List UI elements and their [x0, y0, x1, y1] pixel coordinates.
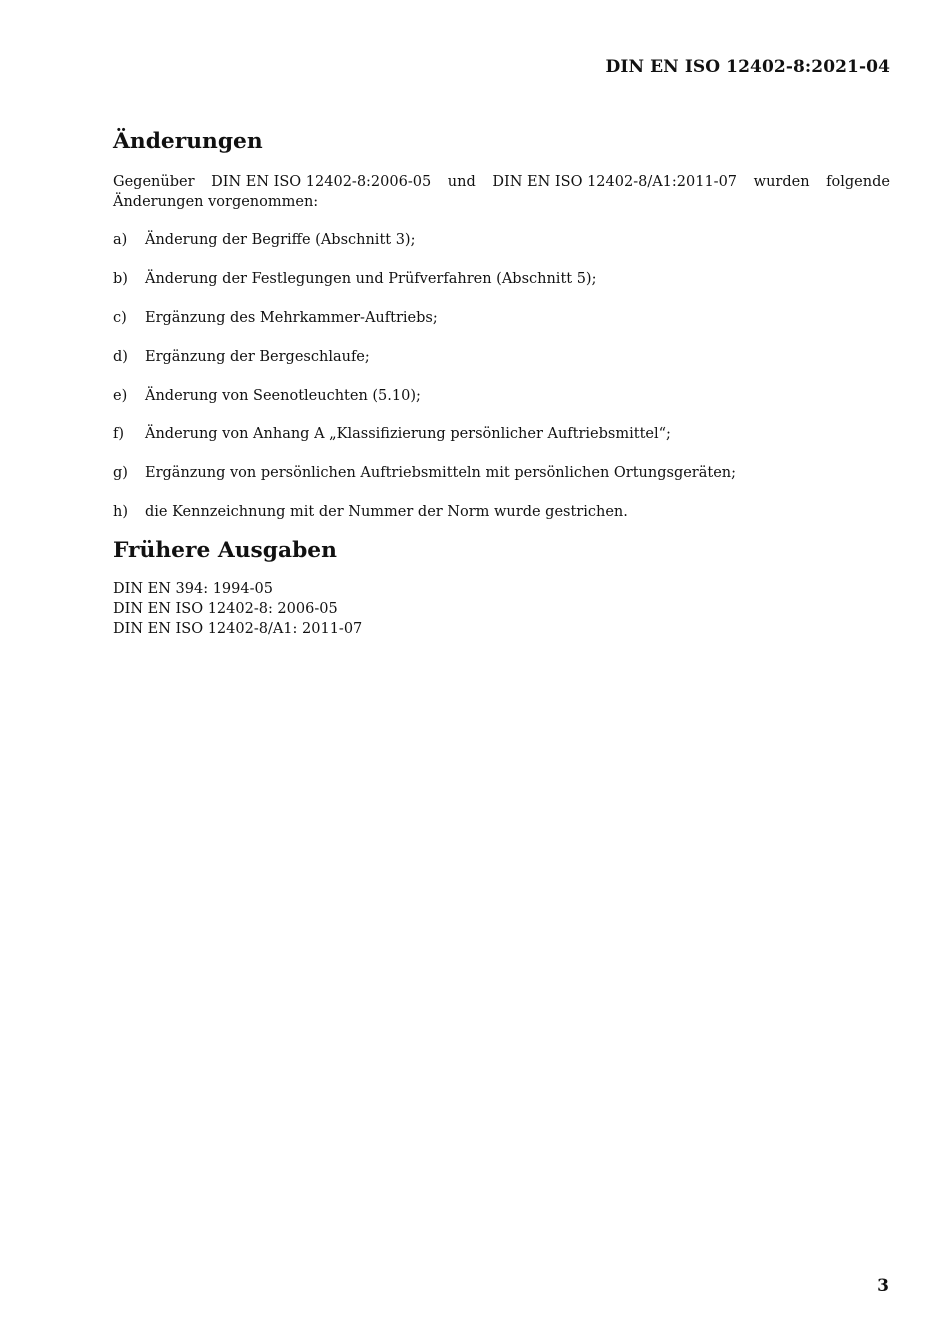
- list-item-text: Ergänzung von persönlichen Auftriebsmitteln mit persönlichen Ortungsgeräten;: [145, 465, 737, 482]
- list-marker: d): [113, 348, 128, 365]
- list-item-text: Ergänzung des Mehrkammer-Auftriebs;: [145, 309, 438, 326]
- intro-word: und: [447, 174, 476, 190]
- list-item: [113, 308, 890, 328]
- intro-line-2: Änderungen vorgenommen:: [113, 194, 319, 210]
- list-item-text: Änderung von Seenotleuchten (5.10);: [145, 387, 421, 404]
- list-item: [113, 424, 890, 444]
- edition-entry: DIN EN 394: 1994-05: [113, 581, 273, 598]
- list-item-text: die Kennzeichnung mit der Nummer der Norm wurde gestrichen.: [145, 504, 628, 521]
- list-marker: a): [113, 232, 128, 248]
- list-marker: g): [113, 465, 128, 482]
- list-item: [113, 230, 890, 250]
- changes-list: [113, 230, 890, 522]
- list-marker: e): [113, 387, 128, 404]
- document-body: [113, 129, 890, 639]
- intro-line-1: [113, 172, 890, 192]
- intro-word: wurden: [753, 174, 810, 190]
- list-item-text: Änderung der Festlegungen und Prüfverfahren (Abschnitt 5);: [145, 270, 597, 287]
- list-item-text: Änderung von Anhang A „Klassifizierung persönlicher Auftriebsmittel“;: [145, 426, 671, 443]
- list-item-text: Ergänzung der Bergeschlaufe;: [145, 348, 370, 365]
- list-item-text: Änderung der Begriffe (Abschnitt 3);: [145, 232, 416, 248]
- list-item: [113, 269, 890, 289]
- list-marker: h): [113, 504, 128, 521]
- intro-word: folgende: [826, 174, 890, 190]
- edition-entry: DIN EN ISO 12402-8/A1: 2011-07: [113, 621, 363, 638]
- changes-heading: Änderungen: [113, 129, 263, 154]
- list-marker: c): [113, 309, 127, 326]
- document-id-header: DIN EN ISO 12402-8:2021-04: [605, 57, 890, 77]
- list-item: [113, 502, 890, 522]
- intro-word: DIN EN ISO 12402-8:2006-05: [211, 174, 432, 190]
- list-marker: b): [113, 270, 128, 287]
- edition-entry: DIN EN ISO 12402-8: 2006-05: [113, 601, 338, 618]
- previous-editions-heading: Frühere Ausgaben: [113, 538, 337, 564]
- list-marker: f): [113, 426, 125, 443]
- list-item: [113, 463, 890, 483]
- previous-editions-list: [113, 579, 890, 639]
- changes-intro: [113, 172, 890, 212]
- intro-word: Gegenüber: [113, 174, 195, 190]
- list-item: [113, 386, 890, 406]
- page-number: 3: [877, 1276, 889, 1296]
- list-item: [113, 347, 890, 367]
- intro-word: DIN EN ISO 12402-8/A1:2011-07: [492, 174, 738, 190]
